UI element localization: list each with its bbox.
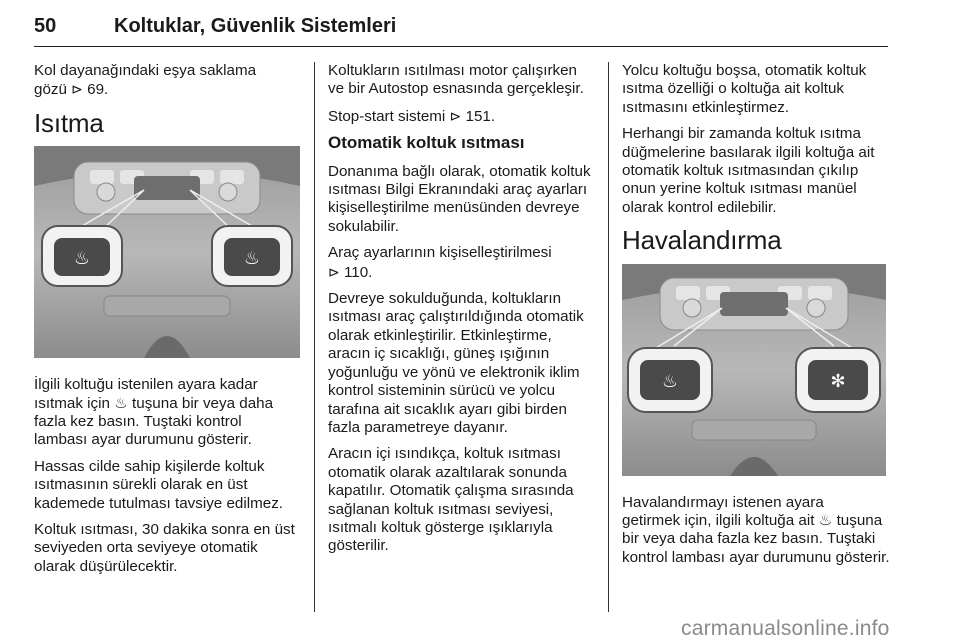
svg-text:♨: ♨ — [661, 370, 679, 392]
warming-paragraph: Aracın içi ısındıkça, koltuk ısıtması otomatik olarak azaltılarak sonunda kapatılır. Otomatik çalışma sırasında sağlanan koltuk ısıtması seviyesi, ısıtmalı koltuk gösterge ışıklarıyla gösterilir. — [328, 445, 574, 555]
personalization-ref: Araç ayarlarının kişiselleştirilmesi ⊳ 110. — [328, 244, 552, 281]
page-ref-arrow-icon: ⊳ — [328, 263, 340, 280]
ventilation-instruction-paragraph: Havalandırmayı istenen ayara getirmek için, ilgili koltuğa ait ♨ tuşuna bir veya daha fazla kez basın. Tuştaki kontrol lambası ayar durumunu gösterir. — [622, 493, 890, 566]
sensitive-skin-paragraph: Hassas cilde sahip kişilerde koltuk ısıtmasının sürekli olarak en üst kademede tutulması tavsiye edilmez. — [34, 457, 284, 512]
section-heading-heating: Isıtma — [34, 107, 104, 138]
page-ref-link[interactable]: 151. — [465, 107, 496, 125]
svg-text:♨: ♨ — [243, 248, 261, 270]
seat-heating-buttons-figure — [34, 146, 300, 358]
page-number: 50 — [34, 15, 57, 37]
seat-heating-icon: ♨ — [114, 394, 128, 412]
section-heading-ventilation: Havalandırma — [622, 225, 782, 256]
manual-override-paragraph: Herhangi bir zamanda koltuk ısıtma düğmelerine basılarak ilgili koltuğa ait otomatik koltuk ısıtmasından çıkılıp onun yerine koltuk ısıtması manüel olarak kontrol edilebilir. — [622, 125, 875, 216]
subheading-auto-seat-heating: Otomatik koltuk ısıtması — [328, 133, 525, 153]
page-ref-arrow-icon: ⊳ — [71, 81, 83, 98]
svg-text:✻: ✻ — [830, 370, 846, 392]
seat-ventilation-icon: ♨ — [818, 512, 833, 530]
intro-paragraph: Kol dayanağındaki eşya saklama gözü ⊳ 69. — [34, 62, 257, 99]
column-1 — [34, 62, 302, 584]
column-divider — [608, 62, 609, 612]
seat-ventilation-buttons-figure — [622, 264, 886, 476]
page-ref-link[interactable]: 110. — [343, 263, 373, 281]
column-2 — [328, 62, 596, 564]
page-ref-link[interactable]: 69. — [87, 81, 109, 99]
column-divider — [314, 62, 315, 612]
stop-start-ref: Stop-start sistemi ⊳ 151. — [328, 107, 496, 125]
heating-instruction-paragraph: İlgili koltuğu istenilen ayara kadar ısıtmak için ♨ tuşuna bir veya daha fazla kez basın. Tuştaki kontrol lambası ayar durumunu gösterir. — [34, 376, 274, 449]
watermark[interactable]: carmanualsonline.info — [681, 617, 890, 640]
chapter-title: Koltuklar, Güvenlik Sistemleri — [114, 15, 397, 37]
engine-running-paragraph: Koltukların ısıtılması motor çalışırken ve bir Autostop esnasında gerçekleşir. — [328, 62, 584, 98]
column-3 — [622, 62, 890, 575]
svg-text:♨: ♨ — [73, 248, 91, 270]
auto-reduce-paragraph: Koltuk ısıtması, 30 dakika sonra en üst seviyeden orta seviyeye otomatik olarak düşürülecektir. — [34, 521, 295, 575]
passenger-seat-paragraph: Yolcu koltuğu boşsa, otomatik koltuk ısıtma özelliği o koltuğa ait koltuk ısıtmasını etkinleştirmez. — [622, 62, 867, 116]
page-header — [34, 6, 888, 47]
page-ref-arrow-icon: ⊳ — [449, 107, 462, 124]
activation-paragraph: Devreye sokulduğunda, koltukların ısıtması araç çalıştırıldığında otomatik olarak etkinleştirilir. Etkinleştirme, aracın iç sıcaklığı, güneş ışığının yoğunluğu ve yönü ve elektronik iklim kontrol sisteminin sürücü ve yolcu tarafına ait sıcaklık ayarı gibi birden fazla parametreye dayanır. — [328, 290, 584, 436]
auto-heating-paragraph: Donanıma bağlı olarak, otomatik koltuk ısıtması Bilgi Ekranındaki araç ayarları kişiselleştirilme menüsünden devreye sokulabilir. — [328, 162, 591, 235]
